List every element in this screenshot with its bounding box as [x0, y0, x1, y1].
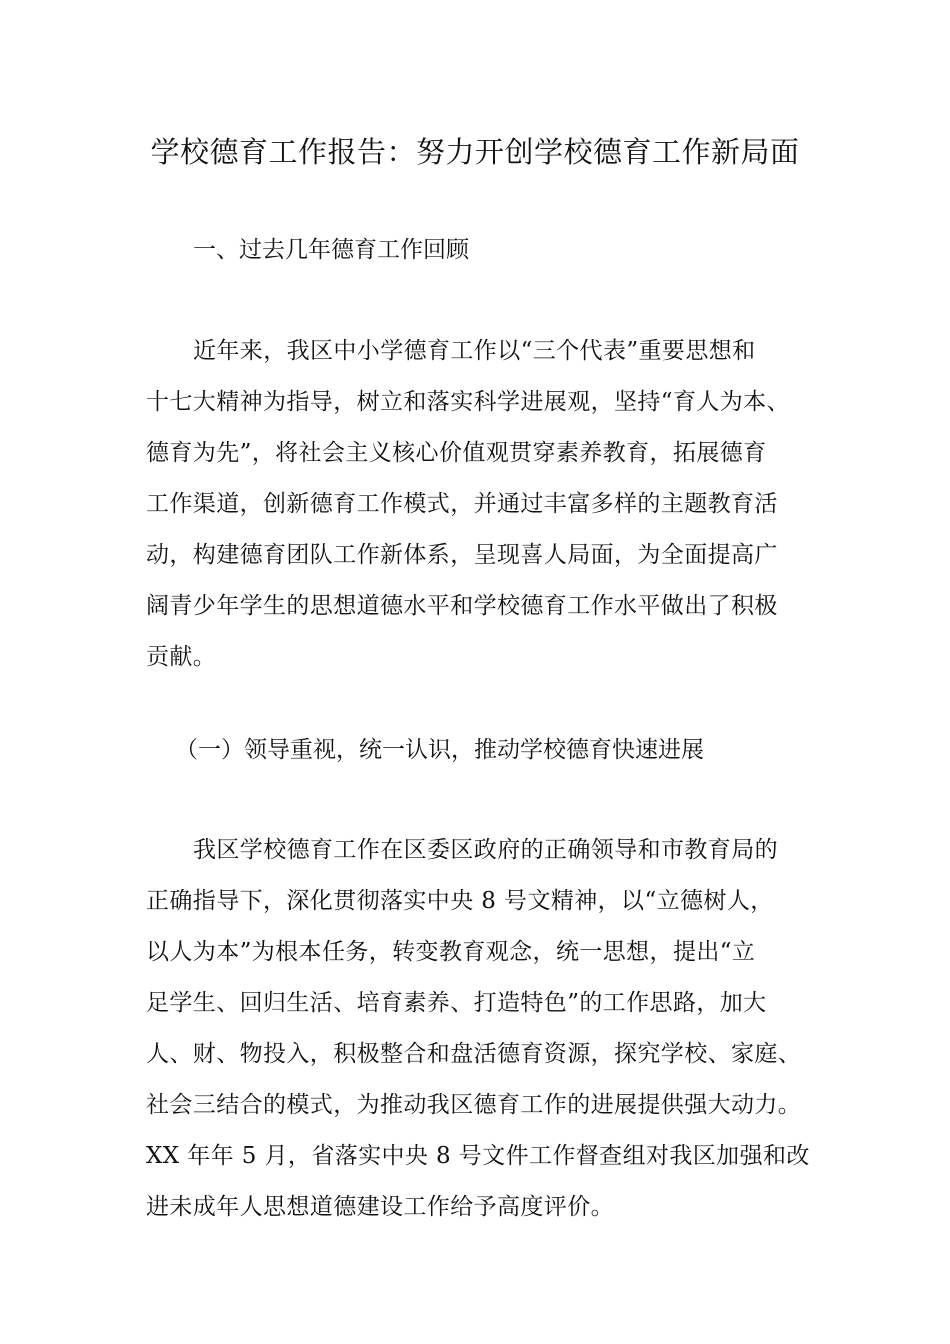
paragraph-line: 阔青少年学生的思想道德水平和学校德育工作水平做出了积极	[146, 593, 778, 619]
paragraph-line: 近年来，我区中小学德育工作以“三个代表”重要思想和	[193, 338, 756, 364]
paragraph-line: 我区学校德育工作在区委区政府的正确领导和市教育局的	[193, 837, 778, 863]
paragraph-line: 工作渠道，创新德育工作模式，并通过丰富多样的主题教育活	[146, 491, 778, 517]
paragraph-line: 进未成年人思想道德建设工作给予高度评价。	[146, 1194, 614, 1220]
paragraph-line: 社会三结合的模式，为推动我区德育工作的进展提供强大动力。	[146, 1092, 802, 1118]
section-heading: 一、过去几年德育工作回顾	[193, 237, 469, 263]
subsection-heading: （一）领导重视，统一认识，推动学校德育快速进展	[175, 737, 704, 763]
paragraph-1	[146, 333, 836, 690]
paragraph-line: 人、财、物投入，积极整合和盘活德育资源，探究学校、家庭、	[146, 1041, 802, 1067]
paragraph-line: XX 年年 5 月，省落实中央 8 号文件工作督查组对我区加强和改	[146, 1143, 810, 1169]
paragraph-line: 正确指导下，深化贯彻落实中央 8 号文精神，以“立德树人，	[146, 888, 774, 914]
paragraph-line: 足学生、回归生活、培育素养、打造特色”的工作思路，加大	[146, 990, 767, 1016]
paragraph-line: 德育为先”，将社会主义核心价值观贯穿素养教育，拓展德育	[146, 440, 767, 466]
paragraph-2	[146, 832, 836, 1240]
paragraph-line: 十七大精神为指导，树立和落实科学进展观，坚持“育人为本、	[146, 389, 790, 415]
paragraph-line: 以人为本”为根本任务，转变教育观念，统一思想，提出“立	[146, 939, 756, 965]
document-title: 学校德育工作报告：努力开创学校德育工作新局面	[150, 135, 800, 169]
paragraph-line: 动，构建德育团队工作新体系，呈现喜人局面，为全面提高广	[146, 542, 778, 568]
paragraph-line: 贡献。	[146, 644, 217, 670]
